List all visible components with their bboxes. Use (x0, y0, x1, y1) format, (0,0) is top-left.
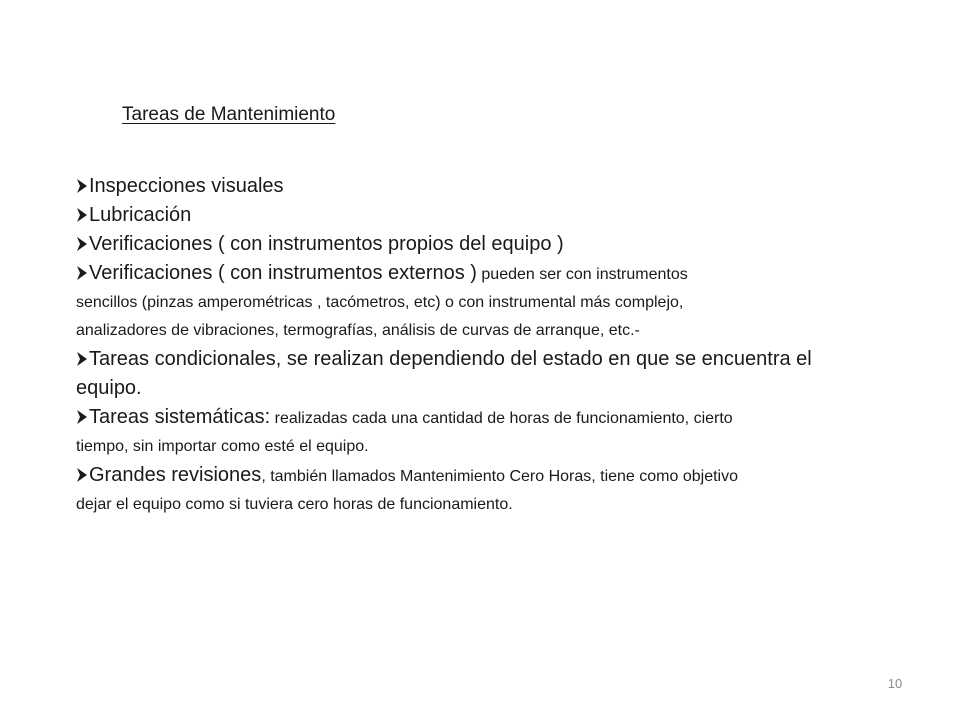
list-item-rest: pueden ser con instrumentos (476, 266, 688, 283)
list-item-rest: , también llamados Mantenimiento Cero Horas, tiene como objetivo (261, 468, 738, 485)
list-item-line (76, 230, 891, 259)
bullet-list (76, 172, 891, 519)
arrowhead-bullet-icon (76, 467, 89, 483)
list-item-lead: Verificaciones ( con instrumentos propios del equipo ) (89, 233, 564, 255)
page-number: 10 (887, 676, 903, 691)
list-item (76, 230, 891, 259)
list-item-lead: Lubricación (89, 204, 192, 226)
list-item (76, 345, 891, 403)
list-item (76, 259, 891, 345)
arrowhead-bullet-icon (76, 409, 89, 425)
list-item-line (76, 172, 891, 201)
slide-title: Tareas de Mantenimiento (122, 104, 336, 125)
list-item-line (76, 259, 891, 289)
list-item-lead: Tareas condicionales, se realizan dependiendo del estado en que se encuentra el (89, 348, 812, 370)
list-item-continuation: dejar el equipo como si tuviera cero horas de funcionamiento. (76, 496, 513, 513)
list-item (76, 201, 891, 230)
list-item-lead: Inspecciones visuales (89, 175, 284, 197)
list-item-continuation: analizadores de vibraciones, termografías, análisis de curvas de arranque, etc.- (76, 322, 640, 339)
list-item (76, 172, 891, 201)
list-item-lead: Verificaciones ( con instrumentos externos ) (89, 262, 477, 284)
list-item-line (76, 201, 891, 230)
list-item-continuation: equipo. (76, 377, 142, 399)
arrowhead-bullet-icon (76, 351, 89, 367)
list-item (76, 461, 891, 519)
list-item-line (76, 403, 891, 433)
list-item-lead: Grandes revisiones (89, 464, 262, 486)
list-item-line (76, 345, 891, 374)
list-item-continuation: tiempo, sin importar como esté el equipo. (76, 438, 369, 455)
arrowhead-bullet-icon (76, 207, 89, 223)
list-item-rest: realizadas cada una cantidad de horas de funcionamiento, cierto (270, 410, 733, 427)
arrowhead-bullet-icon (76, 265, 89, 281)
list-item-continuation: sencillos (pinzas amperométricas , tacómetros, etc) o con instrumental más complejo, (76, 294, 684, 311)
list-item-line (76, 461, 891, 491)
list-item-lead: Tareas sistemáticas: (89, 406, 271, 428)
arrowhead-bullet-icon (76, 236, 89, 252)
arrowhead-bullet-icon (76, 178, 89, 194)
list-item (76, 403, 891, 461)
